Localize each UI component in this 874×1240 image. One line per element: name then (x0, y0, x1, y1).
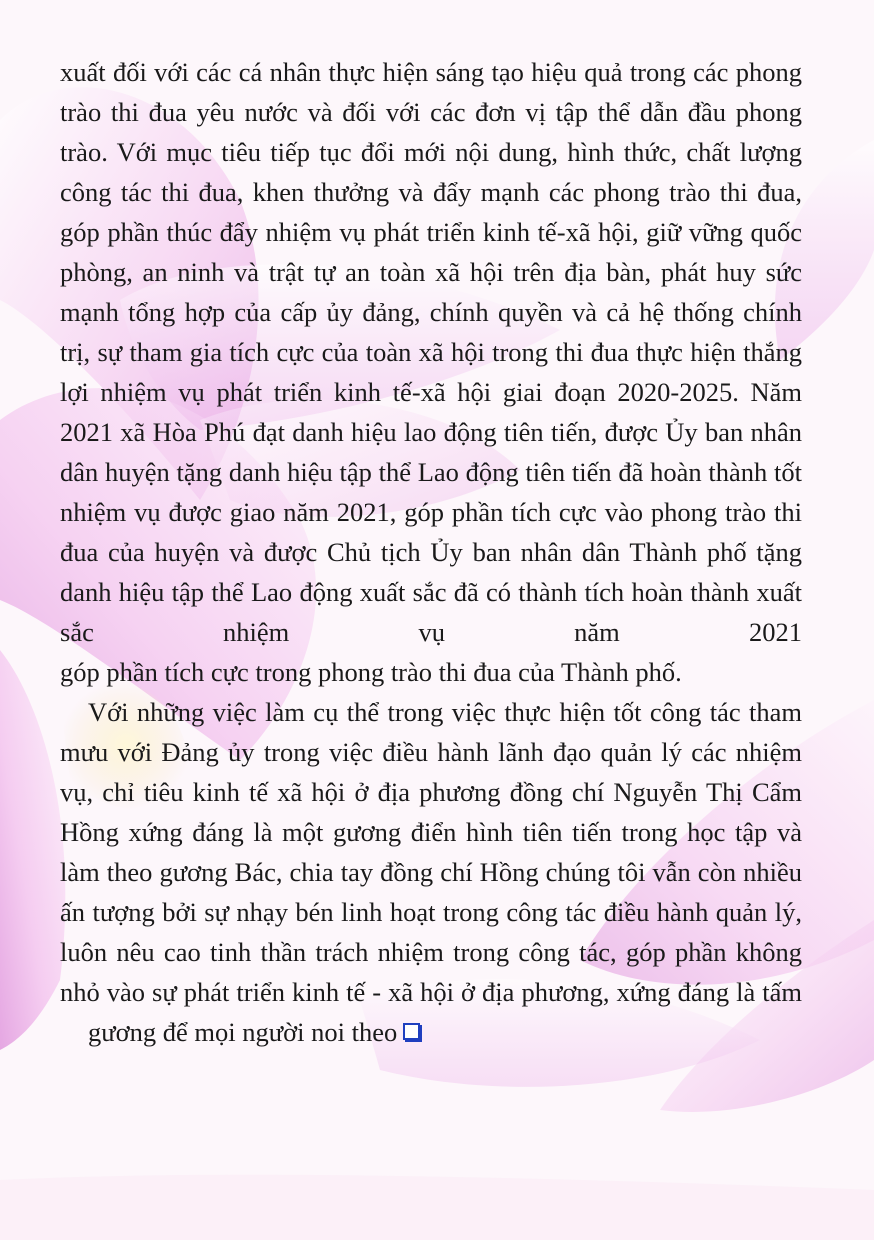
document-page (60, 52, 802, 1052)
text-line: vào phong trào thi đua của huyện và được Chủ tịch Ủy ban (60, 497, 803, 567)
last-line-wrapper (60, 1012, 802, 1052)
text-line: sắc đã có thành tích hoàn thành xuất sắc nhiệm vụ năm 2021 (60, 577, 803, 647)
text-line: thần trách nhiệm trong công tác, góp phần không nhỏ vào sự (60, 937, 803, 1007)
text-line: tiên tiến trong học tập và làm theo gương Bác, chia tay đồng (60, 817, 803, 887)
text-line: dân huyện tặng danh hiệu tập thể Lao động tiên tiến đã hoàn (60, 457, 702, 487)
text-line: xã hội trên địa bàn, phát huy sức mạnh tổng hợp của cấp ủy (60, 257, 803, 327)
text-line: phát triển kinh tế-xã hội giai đoạn 2020-2025. Năm 2021 xã (60, 377, 802, 447)
paragraph-2 (60, 692, 802, 1052)
text-line: Với những việc làm cụ thể trong việc thực hiện tốt công tác (88, 697, 741, 727)
text-line: phong trào thi đua yêu nước và đối với các đơn vị tập thể dẫn (60, 57, 803, 127)
text-line: nhân dân Thành phố tặng danh hiệu tập thể Lao động xuất (60, 537, 802, 607)
text-line: chí Hồng chúng tôi vẫn còn nhiều ấn tượng bởi sự nhạy bén (60, 857, 803, 927)
text-line: cực của toàn xã hội trong thi đua thực hiện thắng lợi nhiệm vụ (60, 337, 803, 407)
text-line: đầu phong trào. Với mục tiêu tiếp tục đổi mới nội dung, hình (60, 97, 803, 167)
text-line: Hòa Phú đạt danh hiệu lao động tiên tiến, được Ủy ban nhân (152, 417, 803, 447)
text-line: Nguyễn Thị Cẩm Hồng xứng đáng là một gương điển hình (60, 777, 802, 847)
text-line: các phong trào thi đua, góp phần thúc đẩy nhiệm vụ phát triển (60, 177, 802, 247)
text-line: thành tốt nhiệm vụ được giao năm 2021, góp phần tích cực (60, 457, 802, 527)
text-line: đảng, chính quyền và cả hệ thống chính trị, sự tham gia tích (60, 297, 803, 367)
text-line: góp phần tích cực trong phong trào thi đua của Thành phố. (60, 657, 682, 687)
text-line: các nhiệm vụ, chỉ tiêu kinh tế xã hội ở địa phương đồng chí (60, 737, 802, 807)
text-line: kinh tế-xã hội, giữ vững quốc phòng, an ninh và trật tự an toàn (60, 217, 803, 287)
text-line: gương để mọi người noi theo (88, 1017, 398, 1047)
paragraph-1 (60, 52, 802, 692)
text-line: thức, chất lượng công tác thi đua, khen thưởng và đẩy mạnh (60, 137, 802, 207)
text-line: tham mưu với Đảng ủy trong việc điều hành lãnh đạo quản lý (60, 697, 802, 767)
hollow-square-icon (403, 1023, 420, 1040)
text-line: xuất đối với các cá nhân thực hiện sáng tạo hiệu quả trong các (60, 57, 729, 87)
text-line: linh hoạt trong công tác điều hành quản lý, luôn nêu cao tinh (60, 897, 803, 967)
text-line: phát triển kinh tế - xã hội ở địa phương, xứng đáng là tấm (183, 977, 803, 1007)
